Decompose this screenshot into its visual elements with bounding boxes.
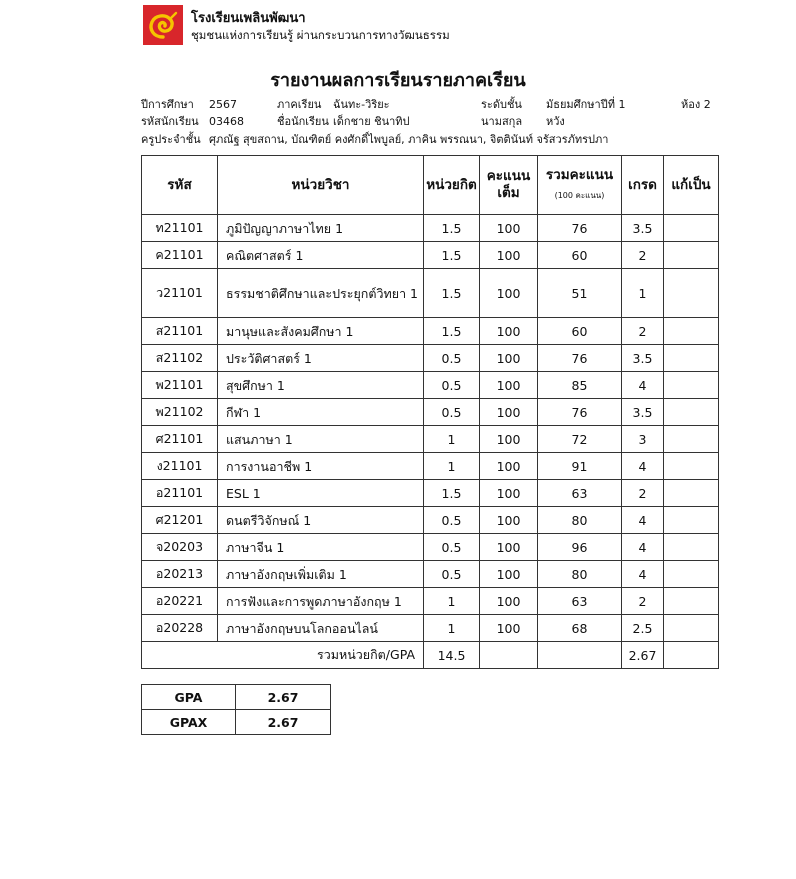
cell-subject: การงานอาชีพ 1 xyxy=(218,453,424,480)
year-value: 2567 xyxy=(209,98,237,111)
school-motto: ชุมชนแห่งการเรียนรู้ ผ่านกระบวนการทางวัฒนธรรม xyxy=(191,28,450,42)
cell-correction xyxy=(664,480,719,507)
cell-credit: 1 xyxy=(424,426,480,453)
cell-score: 85 xyxy=(538,372,622,399)
gpa-value: 2.67 xyxy=(236,685,331,710)
table-row xyxy=(142,561,719,588)
cell-score: 80 xyxy=(538,507,622,534)
header-full-line1: คะแนน xyxy=(486,168,531,184)
cell-full-score: 100 xyxy=(480,242,538,269)
cell-grade: 2 xyxy=(622,242,664,269)
cell-correction xyxy=(664,426,719,453)
room-value: ห้อง 2 xyxy=(681,98,711,111)
cell-grade: 3.5 xyxy=(622,345,664,372)
cell-subject: ภาษาอังกฤษบนโลกออนไลน์ xyxy=(218,615,424,642)
table-row xyxy=(142,534,719,561)
cell-correction xyxy=(664,345,719,372)
cell-credit: 1 xyxy=(424,453,480,480)
surname-value: หวัง xyxy=(546,115,565,128)
cell-subject: ดนตรีวิจักษณ์ 1 xyxy=(218,507,424,534)
total-grade: 2.67 xyxy=(622,642,664,669)
table-row xyxy=(142,615,719,642)
cell-score: 60 xyxy=(538,242,622,269)
cell-code: ท21101 xyxy=(142,215,218,242)
cell-subject: กีฬา 1 xyxy=(218,399,424,426)
header-total-score xyxy=(538,156,622,215)
surname-label: นามสกุล xyxy=(481,115,523,128)
cell-grade: 4 xyxy=(622,453,664,480)
table-header-row xyxy=(142,156,719,215)
table-row xyxy=(142,269,719,318)
cell-correction xyxy=(664,215,719,242)
cell-score: 80 xyxy=(538,561,622,588)
cell-grade: 3.5 xyxy=(622,215,664,242)
table-total-row xyxy=(142,642,719,669)
header-correction: แก้เป็น xyxy=(664,156,719,215)
cell-subject: ภาษาจีน 1 xyxy=(218,534,424,561)
total-credit: 14.5 xyxy=(424,642,480,669)
cell-grade: 4 xyxy=(622,372,664,399)
header-subject: หน่วยวิชา xyxy=(218,156,424,215)
cell-credit: 0.5 xyxy=(424,534,480,561)
cell-credit: 1.5 xyxy=(424,318,480,345)
cell-correction xyxy=(664,372,719,399)
grades-table xyxy=(141,155,719,669)
cell-grade: 4 xyxy=(622,561,664,588)
cell-code: ง21101 xyxy=(142,453,218,480)
cell-full-score: 100 xyxy=(480,318,538,345)
cell-grade: 4 xyxy=(622,534,664,561)
cell-correction xyxy=(664,534,719,561)
cell-subject: มานุษและสังคมศึกษา 1 xyxy=(218,318,424,345)
table-row xyxy=(142,242,719,269)
cell-full-score: 100 xyxy=(480,534,538,561)
cell-code: อ21101 xyxy=(142,480,218,507)
cell-score: 91 xyxy=(538,453,622,480)
year-label: ปีการศึกษา xyxy=(141,98,194,111)
cell-grade: 2 xyxy=(622,588,664,615)
cell-score: 96 xyxy=(538,534,622,561)
cell-correction xyxy=(664,453,719,480)
cell-correction xyxy=(664,399,719,426)
cell-full-score: 100 xyxy=(480,507,538,534)
header-full-score xyxy=(480,156,538,215)
cell-grade: 2 xyxy=(622,318,664,345)
cell-grade: 2 xyxy=(622,480,664,507)
cell-code: อ20213 xyxy=(142,561,218,588)
cell-score: 76 xyxy=(538,399,622,426)
cell-subject: ประวัติศาสตร์ 1 xyxy=(218,345,424,372)
total-full-score xyxy=(480,642,538,669)
table-row xyxy=(142,215,719,242)
cell-score: 68 xyxy=(538,615,622,642)
cell-correction xyxy=(664,318,719,345)
cell-full-score: 100 xyxy=(480,615,538,642)
cell-credit: 0.5 xyxy=(424,372,480,399)
header-grade: เกรด xyxy=(622,156,664,215)
total-correction xyxy=(664,642,719,669)
document-title: รายงานผลการเรียนรายภาคเรียน xyxy=(270,70,526,91)
cell-grade: 3.5 xyxy=(622,399,664,426)
cell-subject: คณิตศาสตร์ 1 xyxy=(218,242,424,269)
cell-full-score: 100 xyxy=(480,269,538,318)
term-label: ภาคเรียน xyxy=(277,98,322,111)
gpa-label: GPA xyxy=(142,685,236,710)
cell-score: 76 xyxy=(538,345,622,372)
table-row xyxy=(142,453,719,480)
cell-correction xyxy=(664,242,719,269)
total-score xyxy=(538,642,622,669)
gpax-label: GPAX xyxy=(142,710,236,735)
header-credit: หน่วยกิต xyxy=(424,156,480,215)
cell-code: ค21101 xyxy=(142,242,218,269)
cell-subject: ESL 1 xyxy=(218,480,424,507)
cell-score: 60 xyxy=(538,318,622,345)
cell-credit: 0.5 xyxy=(424,561,480,588)
teacher-value: ศุภณัฐ สุขสถาน, บัณฑิตย์ คงศักดิ์ไพบูลย์, ภาคิน พรรณนา, จิตตินันท์ จรัสวรภัทรปภา xyxy=(209,133,609,146)
cell-score: 63 xyxy=(538,588,622,615)
cell-full-score: 100 xyxy=(480,372,538,399)
table-row xyxy=(142,426,719,453)
student-id-label: รหัสนักเรียน xyxy=(141,115,199,128)
cell-credit: 0.5 xyxy=(424,507,480,534)
cell-correction xyxy=(664,615,719,642)
cell-code: จ20203 xyxy=(142,534,218,561)
cell-score: 51 xyxy=(538,269,622,318)
cell-code: พ21101 xyxy=(142,372,218,399)
cell-code: พ21102 xyxy=(142,399,218,426)
cell-code: ว21101 xyxy=(142,269,218,318)
cell-correction xyxy=(664,588,719,615)
cell-subject: การฟังและการพูดภาษาอังกฤษ 1 xyxy=(218,588,424,615)
cell-code: ส21102 xyxy=(142,345,218,372)
cell-credit: 1 xyxy=(424,588,480,615)
cell-full-score: 100 xyxy=(480,215,538,242)
student-name-value: เด็กชาย ชินาทิป xyxy=(333,115,410,128)
table-row xyxy=(142,372,719,399)
table-row xyxy=(142,588,719,615)
cell-code: ส21101 xyxy=(142,318,218,345)
cell-credit: 1.5 xyxy=(424,215,480,242)
level-value: มัธยมศึกษาปีที่ 1 xyxy=(546,98,626,111)
cell-full-score: 100 xyxy=(480,588,538,615)
gpax-row xyxy=(142,710,331,735)
cell-correction xyxy=(664,561,719,588)
cell-credit: 0.5 xyxy=(424,399,480,426)
school-logo xyxy=(143,5,183,45)
table-row xyxy=(142,345,719,372)
table-row xyxy=(142,399,719,426)
gpax-value: 2.67 xyxy=(236,710,331,735)
cell-full-score: 100 xyxy=(480,399,538,426)
cell-credit: 1 xyxy=(424,615,480,642)
cell-full-score: 100 xyxy=(480,426,538,453)
cell-full-score: 100 xyxy=(480,561,538,588)
cell-credit: 1.5 xyxy=(424,480,480,507)
term-value: ฉันทะ-วิริยะ xyxy=(333,98,390,111)
cell-grade: 2.5 xyxy=(622,615,664,642)
cell-full-score: 100 xyxy=(480,345,538,372)
cell-subject: ภาษาอังกฤษเพิ่มเติม 1 xyxy=(218,561,424,588)
cell-correction xyxy=(664,507,719,534)
cell-credit: 1.5 xyxy=(424,242,480,269)
cell-subject: ภูมิปัญญาภาษาไทย 1 xyxy=(218,215,424,242)
header-total-note: (100 คะแนน) xyxy=(554,190,605,200)
header-total-label: รวมคะแนน xyxy=(545,166,614,183)
header-full-line2: เต็ม xyxy=(497,185,520,201)
table-row xyxy=(142,318,719,345)
teacher-label: ครูประจำชั้น xyxy=(141,133,201,146)
table-row xyxy=(142,507,719,534)
cell-grade: 3 xyxy=(622,426,664,453)
cell-grade: 4 xyxy=(622,507,664,534)
cell-subject: สุขศึกษา 1 xyxy=(218,372,424,399)
school-name: โรงเรียนเพลินพัฒนา xyxy=(191,11,306,26)
cell-credit: 1.5 xyxy=(424,269,480,318)
table-row xyxy=(142,480,719,507)
cell-subject: ธรรมชาติศึกษาและประยุกต์วิทยา 1 xyxy=(218,269,424,318)
cell-full-score: 100 xyxy=(480,453,538,480)
header-code: รหัส xyxy=(142,156,218,215)
cell-code: อ20221 xyxy=(142,588,218,615)
level-label: ระดับชั้น xyxy=(481,98,522,111)
cell-code: ศ21101 xyxy=(142,426,218,453)
total-label: รวมหน่วยกิต/GPA xyxy=(142,642,424,669)
gpa-summary-table xyxy=(141,684,331,735)
cell-score: 72 xyxy=(538,426,622,453)
student-id-value: 03468 xyxy=(209,115,244,128)
cell-grade: 1 xyxy=(622,269,664,318)
cell-score: 76 xyxy=(538,215,622,242)
gpa-row xyxy=(142,685,331,710)
cell-code: อ20228 xyxy=(142,615,218,642)
cell-correction xyxy=(664,269,719,318)
cell-full-score: 100 xyxy=(480,480,538,507)
cell-credit: 0.5 xyxy=(424,345,480,372)
cell-subject: แสนภาษา 1 xyxy=(218,426,424,453)
cell-code: ศ21201 xyxy=(142,507,218,534)
student-name-label: ชื่อนักเรียน xyxy=(277,115,329,128)
cell-score: 63 xyxy=(538,480,622,507)
